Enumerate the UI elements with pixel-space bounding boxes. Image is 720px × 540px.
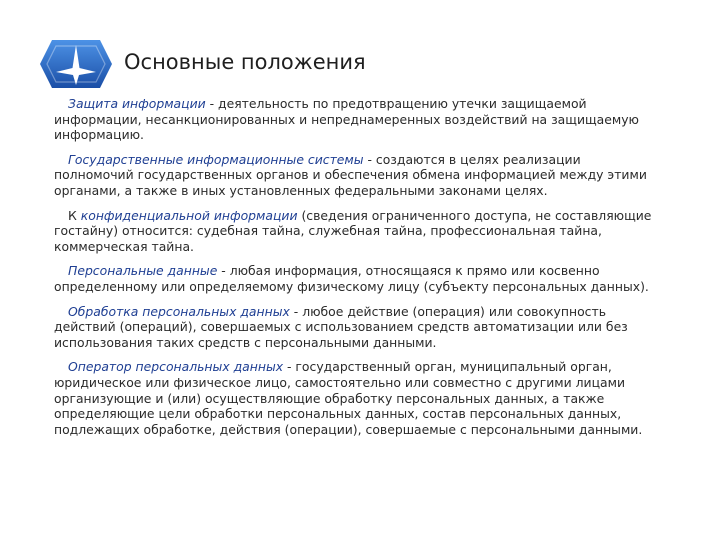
definition-paragraph: Государственные информационные системы - создаются в целях реализации полномочий государственных органов и обеспечения обмена информацией между этими органами, а также в иных установленных федеральными законами целях.	[54, 151, 647, 198]
term: Оператор персональных данных	[68, 359, 284, 375]
definition-paragraph: Персональные данные - любая информация, относящаяся к прямо или косвенно определенному или определяемому физическому лицу (субъекту персональных данных).	[54, 263, 649, 294]
term: конфиденциальной информации	[80, 207, 298, 223]
page-title: Основные положения	[124, 50, 366, 74]
definition-paragraph: К конфиденциальной информации (сведения ограниченного доступа, не составляющие гостайну) относится: судебная тайна, служебная тайна, профессиональная тайна, коммерческая тайна.	[54, 207, 652, 254]
definition-paragraph: Обработка персональных данных - любое действие (операция) или совокупность действий (операций), совершаемых с использованием средств автоматизации или без использования таких средств с персональными данными.	[54, 303, 628, 350]
definitions-list	[54, 96, 660, 437]
term: Персональные данные	[68, 263, 218, 279]
term: Государственные информационные системы	[68, 151, 364, 167]
term: Защита информации	[68, 96, 206, 111]
definition-paragraph: Защита информации - деятельность по предотвращению утечки защищаемой информации, несанкционированных и непреднамеренных воздействий на защищаемую информацию.	[54, 96, 639, 143]
term: Обработка персональных данных	[68, 303, 290, 319]
emblem-star-icon	[38, 38, 114, 90]
definition-paragraph: Оператор персональных данных - государственный орган, муниципальный орган, юридическое или физическое лицо, самостоятельно или совместно с другими лицами организующие и (или) осуществляющие обработку персональных данных, а также определяющие цели обработки персональных данных, состав персональных данных, подлежащих обработке, действия (операции), совершаемые с персональными данными.	[54, 359, 643, 437]
